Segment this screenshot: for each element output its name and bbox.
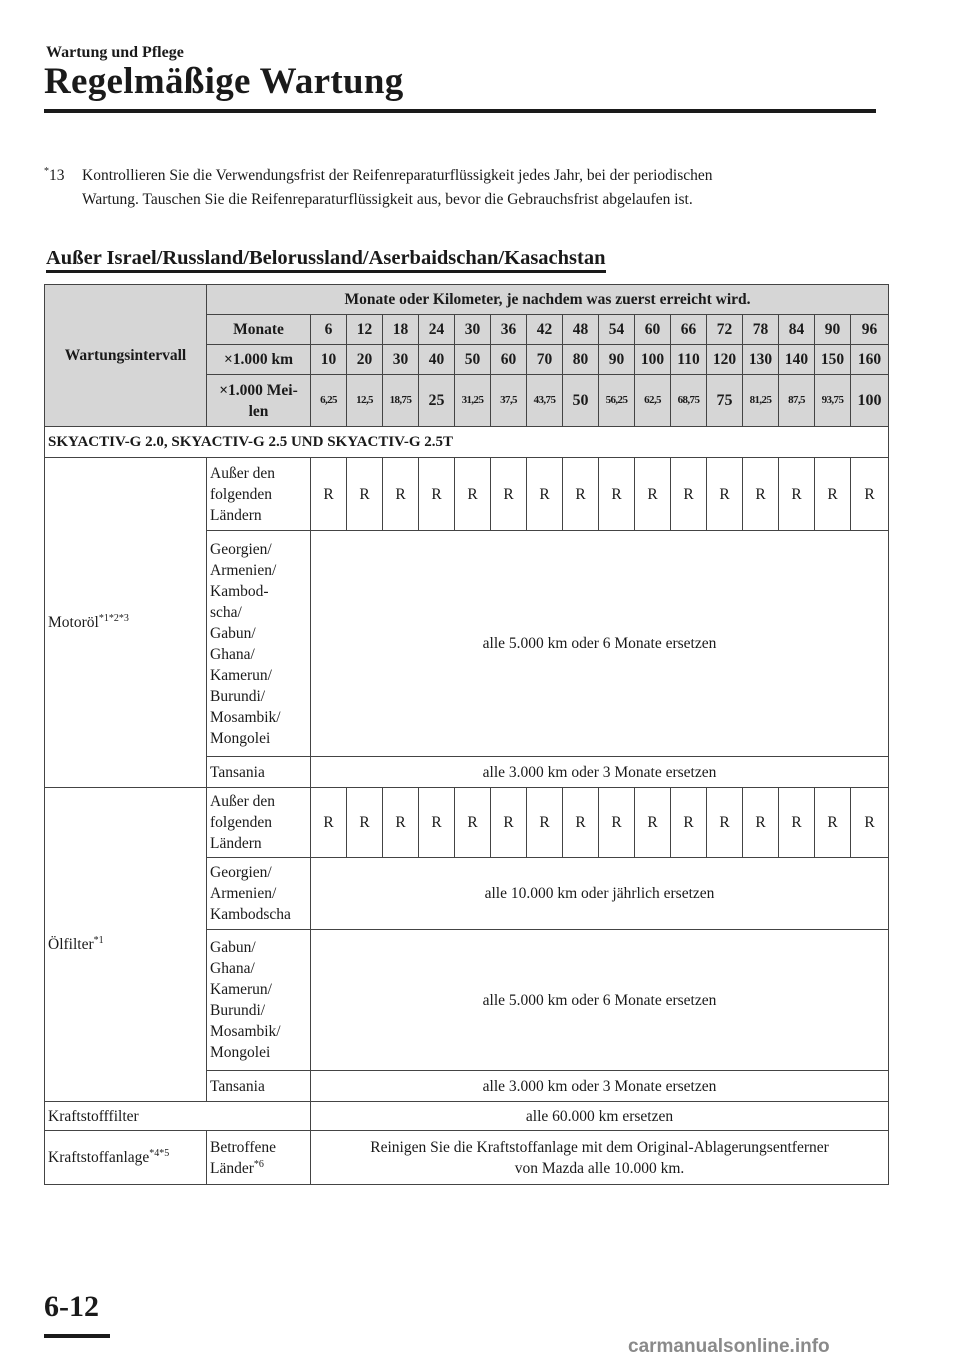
km-cell: 10	[311, 345, 347, 375]
interval-text: alle 5.000 km oder 6 Monate ersetzen	[311, 531, 889, 757]
interval-header: Wartungsintervall	[45, 285, 207, 427]
mark-cell: R	[851, 788, 889, 858]
month-cell: 12	[347, 315, 383, 345]
maintenance-schedule-table	[44, 284, 889, 1185]
country-group: Betroffene Länder$^{*6}$	[207, 1131, 311, 1185]
km-cell: 100	[635, 345, 671, 375]
mark-cell: R	[707, 458, 743, 531]
page-number-rule	[44, 1334, 110, 1338]
mark-cell: R	[671, 788, 707, 858]
month-cell: 96	[851, 315, 889, 345]
months-label: Monate	[207, 315, 311, 345]
mark-cell: R	[707, 788, 743, 858]
mark-cell: R	[347, 458, 383, 531]
mark-cell: R	[815, 788, 851, 858]
country-group: Außer den folgenden Ländern	[207, 458, 311, 531]
month-cell: 84	[779, 315, 815, 345]
miles-cell: 37,5	[491, 375, 527, 427]
interval-text: alle 60.000 km ersetzen	[311, 1102, 889, 1131]
kraftstoffanlage-label: Kraftstoffanlage$^{*4*5}$	[45, 1131, 207, 1185]
miles-cell: 50	[563, 375, 599, 427]
mark-cell: R	[455, 788, 491, 858]
miles-cell: 25	[419, 375, 455, 427]
km-label: ×1.000 km	[207, 345, 311, 375]
km-cell: 20	[347, 345, 383, 375]
mark-cell: R	[635, 788, 671, 858]
mark-cell: R	[383, 788, 419, 858]
oelfilter-label: Ölfilter$^{*1}$	[45, 788, 207, 1102]
km-cell: 70	[527, 345, 563, 375]
miles-cell: 12,5	[347, 375, 383, 427]
month-cell: 6	[311, 315, 347, 345]
month-cell: 60	[635, 315, 671, 345]
month-cell: 24	[419, 315, 455, 345]
mark-cell: R	[419, 458, 455, 531]
kraftstofffilter-row	[45, 1102, 889, 1131]
km-cell: 140	[779, 345, 815, 375]
mark-cell: R	[815, 458, 851, 531]
footnote-13	[44, 164, 874, 212]
mark-cell: R	[419, 788, 455, 858]
mark-cell: R	[383, 458, 419, 531]
miles-cell: 93,75	[815, 375, 851, 427]
mark-cell: R	[671, 458, 707, 531]
page-number: 6-12	[44, 1290, 99, 1323]
mark-cell: R	[743, 788, 779, 858]
month-cell: 42	[527, 315, 563, 345]
watermark: carmanualsonline.info	[628, 1336, 830, 1357]
mark-cell: R	[311, 458, 347, 531]
km-cell: 110	[671, 345, 707, 375]
section-header: Wartung und Pflege	[46, 44, 184, 61]
mark-cell: R	[491, 788, 527, 858]
country-tansania: Tansania	[207, 1071, 311, 1102]
month-cell: 54	[599, 315, 635, 345]
interval-text: alle 3.000 km oder 3 Monate ersetzen	[311, 757, 889, 788]
km-cell: 30	[383, 345, 419, 375]
kraftstoffanlage-row	[45, 1131, 889, 1185]
miles-cell: 18,75	[383, 375, 419, 427]
month-cell: 90	[815, 315, 851, 345]
country-group: Georgien/ Armenien/ Kambod- scha/ Gabun/ Ghana/ Kamerun/ Burundi/ Mosambik/ Mongolei	[207, 531, 311, 757]
km-cell: 50	[455, 345, 491, 375]
month-cell: 18	[383, 315, 419, 345]
footnote-line-1: Kontrollieren Sie die Verwendungsfrist der Reifenreparaturflüssigkeit jedes Jahr, bei der periodischen	[82, 167, 713, 184]
miles-cell: 56,25	[599, 375, 635, 427]
interval-text: Reinigen Sie die Kraftstoffanlage mit dem Original-Ablagerungsentferner von Mazda alle 10.000 km.	[311, 1131, 889, 1185]
miles-cell: 68,75	[671, 375, 707, 427]
mark-cell: R	[527, 788, 563, 858]
km-cell: 160	[851, 345, 889, 375]
footnote-marker: *13	[44, 166, 65, 184]
country-group: Gabun/ Ghana/ Kamerun/ Burundi/ Mosambik/ Mongolei	[207, 930, 311, 1071]
miles-cell: 31,25	[455, 375, 491, 427]
km-cell: 130	[743, 345, 779, 375]
mark-cell: R	[347, 788, 383, 858]
miles-cell: 62,5	[635, 375, 671, 427]
month-cell: 30	[455, 315, 491, 345]
country-group: Georgien/ Armenien/ Kambodscha	[207, 858, 311, 930]
km-cell: 90	[599, 345, 635, 375]
mark-cell: R	[599, 458, 635, 531]
month-cell: 66	[671, 315, 707, 345]
month-cell: 78	[743, 315, 779, 345]
page-title: Regelmäßige Wartung	[44, 61, 404, 102]
interval-text: alle 5.000 km oder 6 Monate ersetzen	[311, 930, 889, 1071]
miles-cell: 87,5	[779, 375, 815, 427]
miles-cell: 75	[707, 375, 743, 427]
month-cell: 72	[707, 315, 743, 345]
km-cell: 40	[419, 345, 455, 375]
mark-cell: R	[311, 788, 347, 858]
interval-note: Monate oder Kilometer, je nachdem was zuerst erreicht wird.	[207, 285, 889, 315]
engine-section-row: SKYACTIV-G 2.0, SKYACTIV-G 2.5 UND SKYACTIV-G 2.5T	[45, 427, 889, 458]
mark-cell: R	[743, 458, 779, 531]
mark-cell: R	[779, 458, 815, 531]
km-cell: 120	[707, 345, 743, 375]
oelfilter-row-other	[45, 788, 889, 858]
interval-text: alle 3.000 km oder 3 Monate ersetzen	[311, 1071, 889, 1102]
miles-cell: 6,25	[311, 375, 347, 427]
mark-cell: R	[851, 458, 889, 531]
miles-cell: 81,25	[743, 375, 779, 427]
country-tansania: Tansania	[207, 757, 311, 788]
month-cell: 48	[563, 315, 599, 345]
km-cell: 150	[815, 345, 851, 375]
footnote-line-2: Wartung. Tauschen Sie die Reifenreparaturflüssigkeit aus, bevor die Gebrauchsfrist abgelaufen ist.	[82, 191, 693, 208]
title-rule	[44, 109, 876, 113]
country-group: Außer den folgenden Ländern	[207, 788, 311, 858]
km-cell: 80	[563, 345, 599, 375]
mark-cell: R	[563, 458, 599, 531]
mark-cell: R	[599, 788, 635, 858]
motoroel-label: Motoröl$^{*1*2*3}$	[45, 458, 207, 788]
miles-cell: 43,75	[527, 375, 563, 427]
interval-text: alle 10.000 km oder jährlich ersetzen	[311, 858, 889, 930]
mark-cell: R	[491, 458, 527, 531]
month-cell: 36	[491, 315, 527, 345]
mark-cell: R	[455, 458, 491, 531]
km-cell: 60	[491, 345, 527, 375]
miles-label: ×1.000 Mei- len	[207, 375, 311, 427]
mark-cell: R	[779, 788, 815, 858]
kraftstofffilter-label: Kraftstofffilter	[45, 1102, 311, 1131]
motoroel-row-other	[45, 458, 889, 531]
mark-cell: R	[563, 788, 599, 858]
mark-cell: R	[635, 458, 671, 531]
mark-cell: R	[527, 458, 563, 531]
table-subheading: Außer Israel/Russland/Belorussland/Aserbaidschan/Kasachstan	[46, 246, 606, 273]
miles-cell: 100	[851, 375, 889, 427]
